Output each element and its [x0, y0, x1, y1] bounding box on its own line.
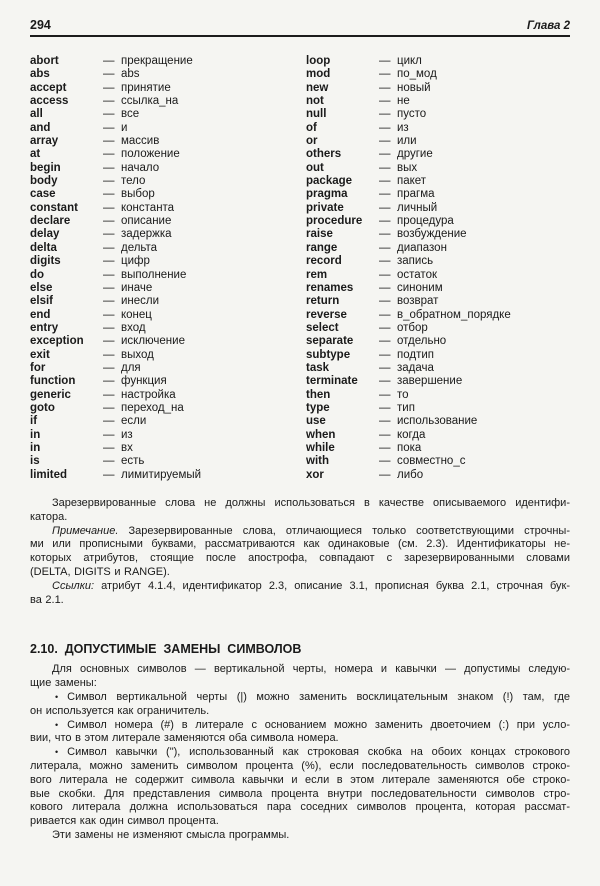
- glossary-row: [306, 228, 570, 241]
- glossary-row: [306, 429, 570, 442]
- glossary-translation: лимитируемый: [121, 468, 202, 481]
- dash-separator: —: [379, 255, 391, 268]
- glossary-row: [306, 202, 570, 215]
- dash-separator: —: [379, 228, 391, 241]
- para-note: [30, 525, 570, 580]
- dash-separator: —: [379, 215, 391, 228]
- glossary-row: [30, 375, 294, 388]
- italic-lead: Ссылки:: [52, 579, 95, 592]
- glossary-translation: принятие: [121, 81, 171, 94]
- glossary-term: private: [306, 201, 344, 214]
- dash-separator: —: [103, 215, 115, 228]
- glossary-row: [306, 362, 570, 375]
- dash-separator: —: [379, 55, 391, 67]
- dash-separator: —: [103, 135, 115, 148]
- dash-separator: —: [379, 95, 391, 108]
- glossary-translation: константа: [121, 201, 175, 214]
- glossary-translation: диапазон: [397, 241, 447, 254]
- dash-separator: —: [379, 108, 391, 121]
- glossary-translation: настройка: [121, 388, 176, 401]
- para-reserved-words-usage: [30, 497, 570, 525]
- dash-separator: —: [379, 201, 391, 214]
- text-line: Примечание. Зарезервированные слова, отличающиеся только соответствующими строчны-: [52, 524, 570, 537]
- glossary-row: [30, 108, 294, 121]
- para-conclusion: [30, 829, 570, 843]
- header-rule: [30, 35, 570, 37]
- glossary-term: of: [306, 121, 317, 134]
- glossary-translation: инесли: [121, 295, 160, 308]
- glossary-term: delta: [30, 241, 57, 254]
- text-line: катора.: [30, 510, 68, 523]
- glossary-row: [306, 415, 570, 428]
- glossary-row: [306, 255, 570, 268]
- dash-separator: —: [379, 281, 391, 294]
- glossary-row: [306, 242, 570, 255]
- glossary-translation: совместно_с: [397, 455, 466, 468]
- glossary-translation: пусто: [397, 108, 427, 121]
- dash-separator: —: [379, 348, 391, 361]
- glossary-translation: есть: [121, 455, 145, 468]
- glossary-term: abort: [30, 55, 59, 67]
- text-line: • Символ вертикальной черты (|) можно заменить восклицательным знаком (!) там, где: [55, 690, 570, 703]
- dash-separator: —: [379, 308, 391, 321]
- glossary-row: [30, 349, 294, 362]
- glossary-row: [30, 255, 294, 268]
- glossary-row: [30, 389, 294, 402]
- glossary-translation: описание: [121, 215, 172, 228]
- glossary-term: pragma: [306, 188, 348, 201]
- dash-separator: —: [103, 308, 115, 321]
- glossary-row: [30, 429, 294, 442]
- glossary-term: all: [30, 108, 43, 121]
- glossary-term: xor: [306, 468, 324, 481]
- text-line: Ссылки: атрибут 4.1.4, идентификатор 2.3, описание 3.1, прописная буква 2.1, строчная бук-: [52, 579, 570, 592]
- dash-separator: —: [103, 175, 115, 188]
- glossary-row: [306, 215, 570, 228]
- glossary-term: access: [30, 95, 69, 108]
- glossary-term: delay: [30, 228, 60, 241]
- glossary-term: entry: [30, 321, 59, 334]
- glossary-translation: использование: [397, 415, 478, 428]
- glossary-term: abs: [30, 68, 50, 81]
- glossary-translation: и: [121, 121, 128, 134]
- dash-separator: —: [103, 428, 115, 441]
- glossary-translation: иначе: [121, 281, 153, 294]
- glossary-row: [30, 309, 294, 322]
- dash-separator: —: [103, 441, 115, 454]
- glossary-row: [306, 108, 570, 121]
- glossary-term: while: [306, 441, 335, 454]
- bullet-icon: •: [55, 691, 59, 702]
- glossary-row: [306, 148, 570, 161]
- glossary-translation: тип: [397, 401, 415, 414]
- glossary-translation: дельта: [121, 241, 158, 254]
- glossary-row: [30, 442, 294, 455]
- dash-separator: —: [103, 255, 115, 268]
- dash-separator: —: [103, 108, 115, 121]
- glossary-row: [306, 82, 570, 95]
- glossary-row: [30, 215, 294, 228]
- glossary-row: [30, 202, 294, 215]
- text-line: он используется как ограничитель.: [30, 704, 210, 717]
- dash-separator: —: [379, 295, 391, 308]
- italic-lead: Примечание.: [52, 524, 119, 537]
- glossary-row: [30, 455, 294, 468]
- page-number: 294: [30, 18, 51, 32]
- glossary-term: body: [30, 175, 58, 188]
- glossary-term: is: [30, 455, 40, 468]
- text-line: вые скобки. Для представления символа процента внутри последовательности символов стро-: [30, 787, 570, 800]
- glossary-translation: другие: [397, 148, 433, 161]
- glossary-term: when: [306, 428, 336, 441]
- glossary-term: separate: [306, 335, 354, 348]
- glossary-translation: или: [397, 135, 417, 148]
- glossary-translation: либо: [397, 468, 424, 481]
- glossary-row: [306, 442, 570, 455]
- text-line: кового литерала должна использоваться пара соседних символов процента, которая рассмат-: [30, 801, 570, 814]
- glossary-translation: пока: [397, 441, 422, 454]
- chapter-label: Глава 2: [527, 20, 570, 32]
- dash-separator: —: [103, 95, 115, 108]
- dash-separator: —: [379, 68, 391, 81]
- glossary-row: [30, 148, 294, 161]
- glossary-row: [306, 282, 570, 295]
- glossary-translation: конец: [121, 308, 152, 321]
- text-line: ми или прописными буквами, рассматриваются как одинаковые (см. 2.3). Идентификаторы не-: [30, 538, 570, 551]
- glossary-term: function: [30, 375, 76, 388]
- glossary-row: [306, 402, 570, 415]
- dash-separator: —: [103, 401, 115, 414]
- glossary-term: renames: [306, 281, 354, 294]
- glossary-translation: цикл: [397, 55, 422, 67]
- glossary-row: [30, 135, 294, 148]
- glossary-row: [30, 188, 294, 201]
- glossary-term: mod: [306, 68, 331, 81]
- text-line: вого литерала не содержит символа кавычки и если в этом литерале заменяются обе строко-: [30, 773, 570, 786]
- glossary-term: do: [30, 268, 45, 281]
- glossary-row: [30, 175, 294, 188]
- glossary-term: constant: [30, 201, 78, 214]
- glossary-translation: отбор: [397, 321, 428, 334]
- text-line: которых атрибутов, стоящие после апострофа, совпадают с зарезервированными словами: [30, 552, 570, 565]
- glossary-term: task: [306, 361, 330, 374]
- glossary-translation: синоним: [397, 281, 443, 294]
- glossary-translation: пакет: [397, 175, 427, 188]
- dash-separator: —: [103, 321, 115, 334]
- dash-separator: —: [103, 188, 115, 201]
- dash-separator: —: [103, 201, 115, 214]
- glossary-term: elsif: [30, 295, 54, 308]
- glossary-row: [30, 242, 294, 255]
- reserved-words-glossary: [30, 55, 570, 482]
- glossary-row: [30, 282, 294, 295]
- glossary-term: with: [306, 455, 329, 468]
- glossary-translation: массив: [121, 135, 160, 148]
- dash-separator: —: [379, 468, 391, 481]
- glossary-term: and: [30, 121, 51, 134]
- bullet-vertical-bar: [30, 691, 570, 719]
- glossary-term: then: [306, 388, 331, 401]
- glossary-row: [306, 55, 570, 68]
- dash-separator: —: [103, 161, 115, 174]
- dash-separator: —: [379, 321, 391, 334]
- dash-separator: —: [103, 375, 115, 388]
- glossary-row: [306, 375, 570, 388]
- text-line: ва 2.1.: [30, 593, 64, 606]
- glossary-term: package: [306, 175, 353, 188]
- dash-separator: —: [379, 135, 391, 148]
- dash-separator: —: [103, 468, 115, 481]
- bullet-quote-symbol: [30, 746, 570, 829]
- glossary-term: record: [306, 255, 342, 268]
- glossary-row: [306, 455, 570, 468]
- glossary-translation: выход: [121, 348, 154, 361]
- text-line: (DELTA, DIGITS и RANGE).: [30, 565, 170, 578]
- glossary-row: [30, 295, 294, 308]
- glossary-translation: подтип: [397, 348, 434, 361]
- glossary-term: accept: [30, 81, 67, 94]
- dash-separator: —: [379, 161, 391, 174]
- glossary-translation: задача: [397, 361, 434, 374]
- dash-separator: —: [103, 148, 115, 161]
- glossary-row: [306, 349, 570, 362]
- dash-separator: —: [103, 335, 115, 348]
- glossary-translation: остаток: [397, 268, 437, 281]
- glossary-term: not: [306, 95, 324, 108]
- glossary-term: declare: [30, 215, 71, 228]
- text-line: Зарезервированные слова не должны использоваться в качестве описываемого идентифи-: [52, 497, 570, 509]
- glossary-row: [30, 82, 294, 95]
- glossary-translation: вход: [121, 321, 146, 334]
- glossary-translation: начало: [121, 161, 160, 174]
- bullet-number-sign: [30, 719, 570, 747]
- text-line: литерала, можно заменить символом процента (%), если последовательность символов строко-: [30, 759, 570, 772]
- glossary-term: rem: [306, 268, 328, 281]
- glossary-translation: тело: [121, 175, 146, 188]
- text-line: Эти замены не изменяют смысла программы.: [52, 828, 290, 841]
- glossary-term: new: [306, 81, 329, 94]
- dash-separator: —: [379, 415, 391, 428]
- glossary-row: [30, 55, 294, 68]
- glossary-row: [30, 322, 294, 335]
- glossary-row: [30, 68, 294, 81]
- glossary-row: [306, 335, 570, 348]
- glossary-column-right: [306, 55, 570, 482]
- glossary-term: goto: [30, 401, 55, 414]
- text-line: щие замены:: [30, 677, 97, 690]
- glossary-translation: завершение: [397, 375, 463, 388]
- glossary-translation: из: [397, 121, 409, 134]
- glossary-term: limited: [30, 468, 68, 481]
- glossary-term: return: [306, 295, 340, 308]
- glossary-translation: вх: [121, 441, 133, 454]
- text-line: • Символ кавычки ("), использованный как строковая скобка на обоих концах строкового: [55, 746, 570, 759]
- glossary-translation: вых: [397, 161, 418, 174]
- glossary-translation: из: [121, 428, 133, 441]
- glossary-term: or: [306, 135, 318, 148]
- dash-separator: —: [379, 268, 391, 281]
- dash-separator: —: [103, 228, 115, 241]
- dash-separator: —: [379, 361, 391, 374]
- dash-separator: —: [103, 295, 115, 308]
- dash-separator: —: [379, 428, 391, 441]
- glossary-translation: ссылка_на: [121, 95, 179, 108]
- glossary-term: digits: [30, 255, 61, 268]
- glossary-term: else: [30, 281, 53, 294]
- dash-separator: —: [379, 375, 391, 388]
- glossary-row: [306, 68, 570, 81]
- glossary-row: [306, 95, 570, 108]
- glossary-column-left: [30, 55, 294, 482]
- dash-separator: —: [379, 388, 391, 401]
- glossary-translation: запись: [397, 255, 434, 268]
- glossary-translation: задержка: [121, 228, 172, 241]
- glossary-term: end: [30, 308, 51, 321]
- glossary-translation: функция: [121, 375, 167, 388]
- glossary-term: others: [306, 148, 342, 161]
- glossary-row: [306, 389, 570, 402]
- glossary-term: raise: [306, 228, 333, 241]
- glossary-translation: новый: [397, 81, 431, 94]
- glossary-term: use: [306, 415, 326, 428]
- page-header: [30, 19, 570, 33]
- text-line: ривается как один символ процента.: [30, 815, 219, 828]
- glossary-term: in: [30, 428, 41, 441]
- glossary-translation: abs: [121, 68, 140, 81]
- dash-separator: —: [103, 68, 115, 81]
- glossary-translation: в_обратном_порядке: [397, 308, 511, 321]
- glossary-translation: возбуждение: [397, 228, 467, 241]
- glossary-translation: положение: [121, 148, 180, 161]
- glossary-term: array: [30, 135, 59, 148]
- glossary-term: exit: [30, 348, 50, 361]
- glossary-translation: личный: [397, 201, 438, 214]
- glossary-row: [306, 162, 570, 175]
- glossary-row: [306, 135, 570, 148]
- glossary-translation: процедура: [397, 215, 454, 228]
- glossary-term: case: [30, 188, 56, 201]
- glossary-translation: прагма: [397, 188, 435, 201]
- glossary-translation: исключение: [121, 335, 185, 348]
- dash-separator: —: [103, 388, 115, 401]
- dash-separator: —: [103, 348, 115, 361]
- dash-separator: —: [379, 175, 391, 188]
- body-text: [30, 497, 570, 843]
- glossary-term: out: [306, 161, 324, 174]
- glossary-term: generic: [30, 388, 71, 401]
- glossary-term: at: [30, 148, 41, 161]
- dash-separator: —: [379, 455, 391, 468]
- glossary-row: [306, 175, 570, 188]
- glossary-translation: по_мод: [397, 68, 437, 81]
- glossary-term: begin: [30, 161, 61, 174]
- glossary-term: in: [30, 441, 41, 454]
- dash-separator: —: [103, 415, 115, 428]
- dash-separator: —: [379, 81, 391, 94]
- glossary-row: [306, 122, 570, 135]
- dash-separator: —: [379, 441, 391, 454]
- dash-separator: —: [103, 241, 115, 254]
- glossary-row: [30, 162, 294, 175]
- glossary-term: range: [306, 241, 338, 254]
- glossary-translation: если: [121, 415, 147, 428]
- glossary-translation: прекращение: [121, 55, 193, 67]
- para-references: [30, 580, 570, 608]
- glossary-translation: выбор: [121, 188, 155, 201]
- glossary-translation: все: [121, 108, 140, 121]
- glossary-term: if: [30, 415, 38, 428]
- glossary-term: reverse: [306, 308, 347, 321]
- dash-separator: —: [103, 281, 115, 294]
- glossary-row: [306, 269, 570, 282]
- glossary-term: terminate: [306, 375, 358, 388]
- glossary-translation: отдельно: [397, 335, 447, 348]
- bullet-icon: •: [55, 719, 59, 730]
- glossary-term: exception: [30, 335, 84, 348]
- dash-separator: —: [379, 148, 391, 161]
- dash-separator: —: [103, 55, 115, 67]
- dash-separator: —: [379, 335, 391, 348]
- glossary-row: [30, 228, 294, 241]
- glossary-row: [30, 95, 294, 108]
- glossary-row: [30, 122, 294, 135]
- glossary-translation: цифр: [121, 255, 150, 268]
- dash-separator: —: [379, 401, 391, 414]
- glossary-translation: когда: [397, 428, 426, 441]
- section-2-10-heading: 2.10. ДОПУСТИМЫЕ ЗАМЕНЫ СИМВОЛОВ: [30, 642, 302, 657]
- glossary-row: [306, 322, 570, 335]
- glossary-translation: выполнение: [121, 268, 187, 281]
- dash-separator: —: [103, 455, 115, 468]
- glossary-translation: переход_на: [121, 401, 184, 414]
- glossary-translation: возврат: [397, 295, 439, 308]
- glossary-term: procedure: [306, 215, 363, 228]
- glossary-row: [306, 469, 570, 482]
- glossary-term: null: [306, 108, 327, 121]
- glossary-row: [30, 402, 294, 415]
- text-line: вии, что в этом литерале заменяются оба символа номера.: [30, 732, 339, 745]
- dash-separator: —: [379, 188, 391, 201]
- para-substitutions-intro: [30, 663, 570, 691]
- glossary-translation: для: [121, 361, 141, 374]
- dash-separator: —: [379, 241, 391, 254]
- glossary-term: for: [30, 361, 46, 374]
- glossary-row: [306, 188, 570, 201]
- glossary-row: [30, 469, 294, 482]
- glossary-row: [30, 362, 294, 375]
- dash-separator: —: [379, 121, 391, 134]
- text-line: • Символ номера (#) в литерале с основанием можно заменить двоеточием (:) при усло-: [55, 718, 570, 731]
- glossary-term: subtype: [306, 348, 351, 361]
- glossary-term: type: [306, 401, 330, 414]
- dash-separator: —: [103, 121, 115, 134]
- glossary-row: [306, 309, 570, 322]
- glossary-term: loop: [306, 55, 331, 67]
- glossary-row: [30, 269, 294, 282]
- glossary-row: [30, 415, 294, 428]
- glossary-row: [30, 335, 294, 348]
- glossary-translation: то: [397, 388, 409, 401]
- dash-separator: —: [103, 81, 115, 94]
- dash-separator: —: [103, 361, 115, 374]
- glossary-translation: не: [397, 95, 410, 108]
- glossary-term: select: [306, 321, 339, 334]
- dash-separator: —: [103, 268, 115, 281]
- glossary-row: [306, 295, 570, 308]
- bullet-icon: •: [55, 747, 59, 758]
- text-line: Для основных символов — вертикальной черты, номера и кавычки — допустимы следую-: [52, 663, 570, 676]
